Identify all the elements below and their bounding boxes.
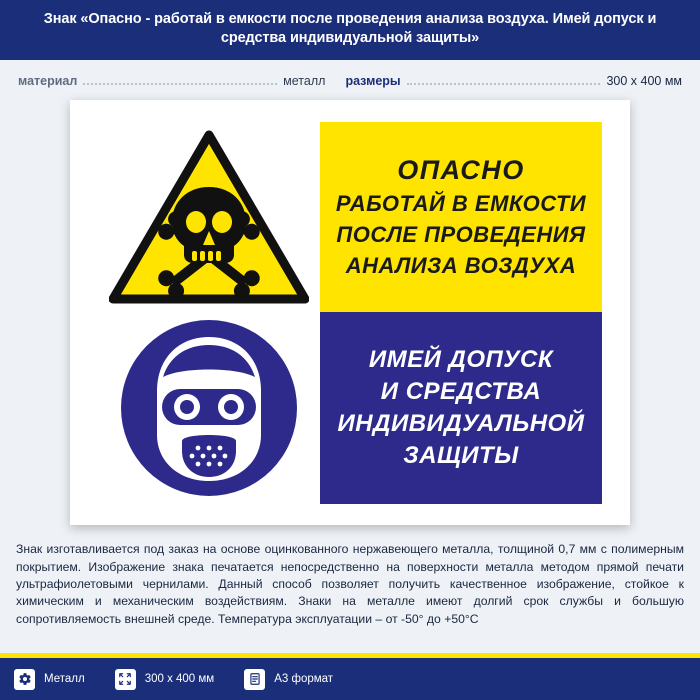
dot-leader-size [407, 83, 601, 85]
skull-crossbones-triangle-icon [109, 129, 309, 305]
description-text: Знак изготавливается под заказ на основе оцинкованного нержавеющего металла, толщиной 0,7 мм с полимерным покрытием. Изображение знака печатается непосредственно на поверхности металла методом прямой печати ультрафиолетовыми чернилами. Данный способ позволяет получить качественное изображение, стойкое к химическим и механическим воздействиям. Знаки на металле имеют долгий срок службы и большую сопротивляемость внешней среде. Температура эксплуатации – от -50° до +50°С [16, 542, 684, 626]
page-footer [0, 658, 700, 700]
respirator-mask-circle-icon [116, 315, 302, 501]
warning-line-1: ОПАСНО [397, 155, 525, 186]
footer-item-material[interactable] [14, 669, 85, 690]
mandatory-line-1: ИМЕЙ ДОПУСК [368, 346, 554, 374]
material-value: металл [283, 74, 326, 89]
footer-label-size: 300 x 400 мм [144, 673, 215, 685]
material-label: материал [18, 74, 78, 89]
mandatory-line-3: ИНДИВИДУАЛЬНОЙ [337, 410, 585, 438]
footer-item-size[interactable] [115, 669, 215, 690]
mandatory-line-4: ЗАЩИТЫ [403, 442, 519, 470]
footer-label-format: А3 формат [274, 673, 334, 685]
footer-item-format[interactable] [244, 669, 333, 690]
sign-layout [98, 122, 602, 504]
spec-line [0, 60, 700, 98]
gear-icon [14, 669, 35, 690]
mandatory-text-panel [320, 312, 602, 504]
warning-line-2: РАБОТАЙ В ЕМКОСТИ [335, 191, 587, 217]
resize-arrows-icon [115, 669, 136, 690]
size-value: 300 x 400 мм [606, 74, 683, 89]
footer-label-material: Металл [44, 673, 85, 685]
sign-image-area [0, 98, 700, 525]
mandatory-circle-cell [98, 312, 320, 504]
warning-triangle-cell [98, 122, 320, 312]
size-label: размеры [345, 74, 401, 89]
sign-plate [70, 100, 630, 525]
dot-leader-material [83, 83, 277, 85]
page-title: Знак «Опасно - работай в емкости после проведения анализа воздуха. Имей допуск и средства индивидуальной защиты» [43, 11, 657, 47]
mandatory-line-2: И СРЕДСТВА [380, 378, 542, 406]
document-icon [244, 669, 265, 690]
warning-line-3: ПОСЛЕ ПРОВЕДЕНИЯ [336, 222, 586, 248]
page-header [0, 0, 700, 60]
warning-text-panel [320, 122, 602, 312]
warning-line-4: АНАЛИЗА ВОЗДУХА [345, 253, 577, 279]
